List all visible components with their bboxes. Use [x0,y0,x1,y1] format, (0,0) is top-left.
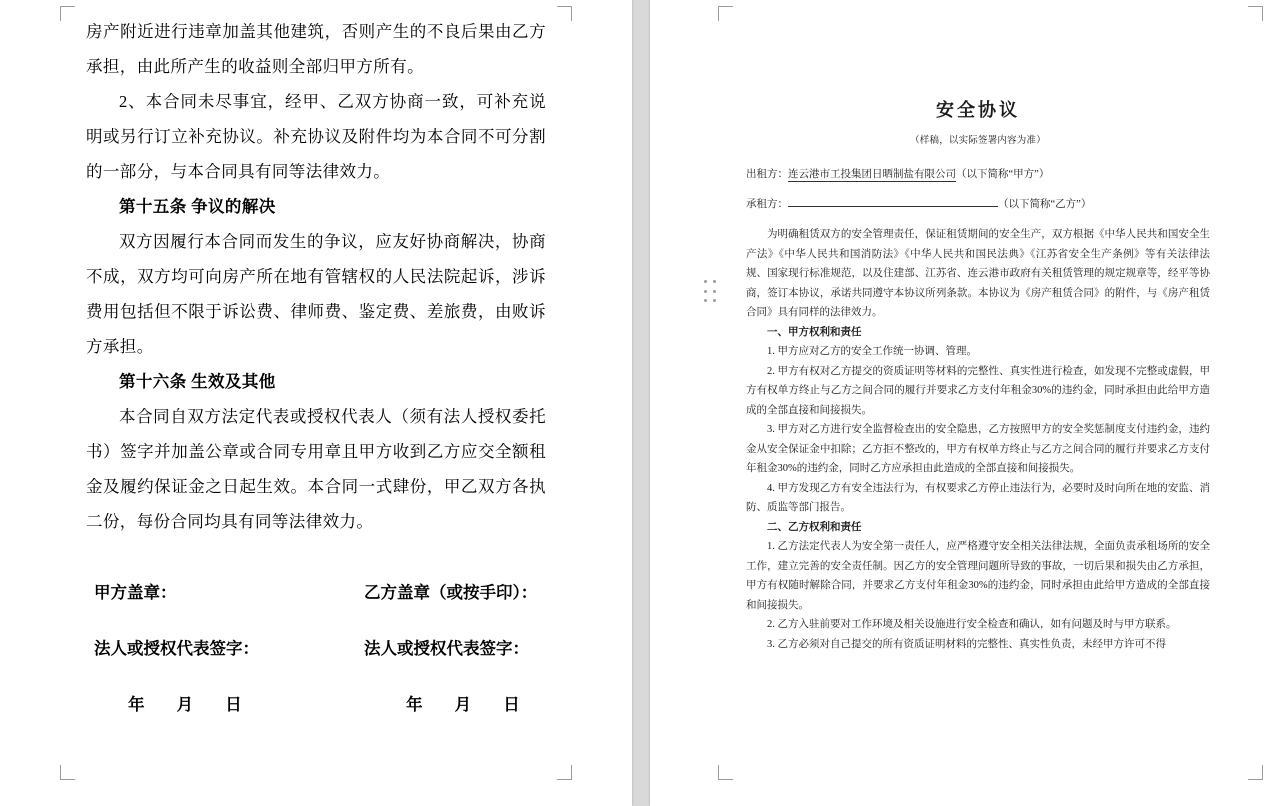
paragraph-b-3: 3. 乙方必须对自己提交的所有资质证明材料的完整性、真实性负责，未经甲方许可不得 [767,638,1166,650]
handle-dot [704,299,707,302]
party-a-signer-label: 法人或授权代表签字： [94,639,259,658]
signer-row [86,631,546,687]
crop-mark-bottom-left [60,765,75,780]
lessee-value [788,206,998,207]
page-title: 安全协议 [936,100,1020,120]
lessor-value: 连云港市工投集团日晒制盐有限公司 [788,166,956,182]
lessor-suffix: （以下简称“甲方”） [956,169,1050,180]
paragraph-effectiveness: 本合同自双方法定代表或授权代表人（须有法人授权委托书）签字并加盖公章或合同专用章且甲方收到乙方应交全额租金及履约保证金之日起生效。本合同一式肆份，甲乙双方各执二份，每份合同均具有同等法律效力。 [86,407,546,531]
page-gutter [632,0,650,806]
paragraph-a-2: 2. 甲方有权对乙方提交的资质证明等材料的完整性、真实性进行检查，如发现不完整或虚假，甲方有权单方终止与乙方之间合同的履行并要求乙方支付年租金30%的违约金，同时承担由此给甲方造成的全部直接和间接损失。 [746,365,1210,416]
handle-dot [704,280,707,283]
paragraph-a-3: 3. 甲方对乙方进行安全监督检查出的安全隐患，乙方按照甲方的安全奖惩制度支付违约金，违约金从安全保证金中扣除；乙方拒不整改的，甲方有权单方终止与乙方之间合同的履行并要求乙方支付年租金30%的违约金，同时乙方应承担由此造成的全部直接和间接损失。 [746,424,1210,474]
page-subtitle: （样稿，以实际签署内容为准） [910,136,1046,146]
paragraph-b-1: 1. 乙方法定代表人为安全第一责任人，应严格遵守安全相关法律法规，全面负责承租场所的安全工作，建立完善的安全责任制。因乙方的安全管理问题所导致的事故，一切后果和损失由乙方承担，甲方有权随时解除合同，并要求乙方支付年租金30%的违约金，同时承担由此给甲方造成的全部直接和间接损失。 [746,541,1210,611]
paragraph-supplementary-agreement: 2、本合同未尽事宜，经甲、乙双方协商一致，可补充说明或另行订立补充协议。补充协议及附件均为本合同不可分割的一部分，与本合同具有同等法律效力。 [86,92,546,181]
crop-mark-bottom-right [557,765,572,780]
document-page-left [0,0,632,806]
party-b-seal-label: 乙方盖章（或按手印）： [364,583,538,602]
paragraph-a-1: 1. 甲方应对乙方的安全工作统一协调、管理。 [767,346,977,357]
paragraph-continuation: 房产附近进行违章加盖其他建筑，否则产生的不良后果由乙方承担，由此所产生的收益则全部归甲方所有。 [86,22,546,76]
crop-mark-bottom-right [1248,765,1263,780]
handle-dot [713,299,716,302]
party-a-seal-label: 甲方盖章： [94,583,177,602]
right-page-content [746,96,1210,654]
crop-mark-bottom-left [718,765,733,780]
paragraph-preamble: 为明确租赁双方的安全管理责任，保证租赁期间的安全生产，双方根据《中华人民共和国安全生产法》《中华人民共和国消防法》《中华人民共和国民法典》《江苏省安全生产条例》等有关法律法规、国家现行标准规范，以及住建部、江苏省、连云港市政府有关租赁管理的规定规章等，经平等协商，签订本协议，承诺共同遵守本协议所列条款。本协议为《房产租赁合同》的附件，与《房产租赁合同》具有同样的法律效力。 [746,229,1210,318]
paragraph-a-4: 4. 甲方发现乙方有安全违法行为，有权要求乙方停止违法行为，必要时及时向所在地的安监、消防、质监等部门报告。 [746,482,1210,513]
drag-handle-icon[interactable] [702,280,718,306]
lessor-label: 出租方： [746,169,788,180]
date-row [86,687,546,743]
signature-block [86,575,546,745]
heading-article-fifteen: 第十五条 争议的解决 [119,197,276,216]
crop-mark-top-left [60,6,75,21]
paragraph-b-2: 2. 乙方入驻前要对工作环境及相关设施进行安全检查和确认，如有问题及时与甲方联系。 [767,619,1177,630]
handle-dot [713,280,716,283]
section-party-a-rights: 一、甲方权利和责任 [767,326,862,338]
paragraph-dispute-resolution: 双方因履行本合同而发生的争议，应友好协商解决，协商不成，双方均可向房产所在地有管辖权的人民法院起诉，涉诉费用包括但不限于诉讼费、律师费、鉴定费、差旅费，由败诉方承担。 [86,232,546,356]
lessee-suffix: （以下简称“乙方”） [998,199,1092,210]
section-party-b-rights: 二、乙方权利和责任 [767,521,862,533]
party-b-signer-label: 法人或授权代表签字： [364,639,529,658]
crop-mark-top-right [1248,6,1263,21]
lessee-label: 承租方： [746,199,788,210]
left-page-content [86,14,546,745]
handle-dot [713,290,716,293]
party-b-date-label: 年 月 日 [406,695,534,714]
heading-article-sixteen: 第十六条 生效及其他 [119,372,276,391]
crop-mark-top-right [557,6,572,21]
lessor-row [746,166,1210,182]
document-page-right [650,0,1283,806]
handle-dot [704,290,707,293]
crop-mark-top-left [718,6,733,21]
seal-row [86,575,546,631]
party-a-date-label: 年 月 日 [128,695,256,714]
lessee-row [746,196,1210,211]
